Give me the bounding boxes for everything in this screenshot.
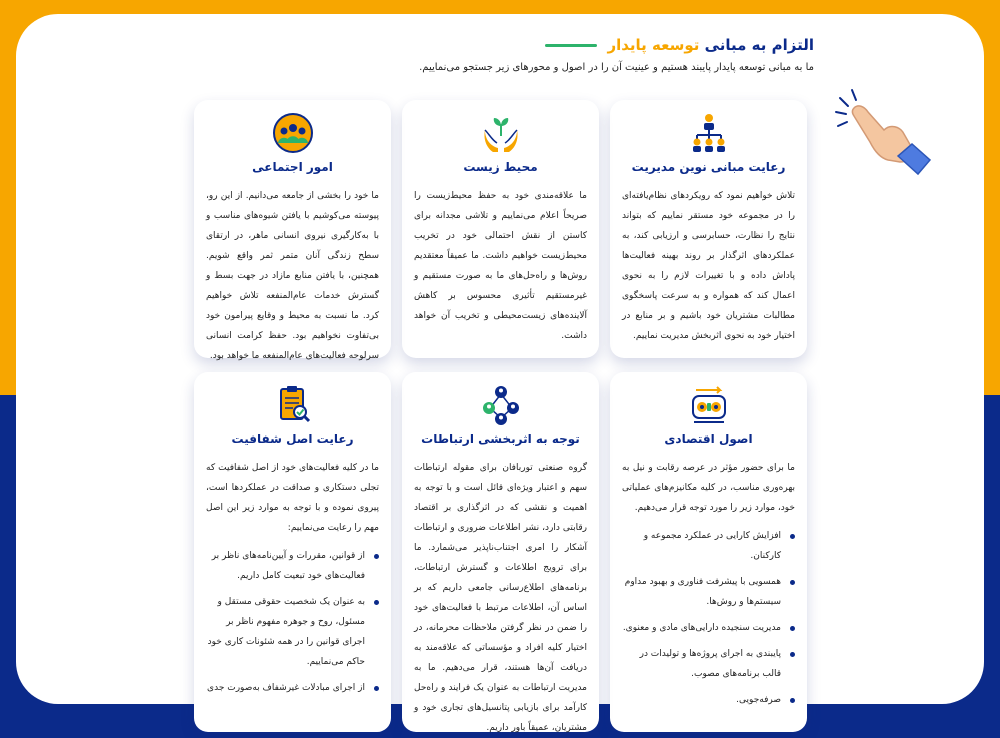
transparency-checklist-icon [272,384,314,426]
card-economic-body: ما برای حضور مؤثر در عرصه رقابت و نیل به بهره‌وری مناسب، در کلیه مکانیزم‌های عملیاتی خود، موارد زیر را مورد توجه قرار می‌دهیم. [622,463,795,513]
title-accent-line [545,44,597,47]
card-transparency-bullets [194,546,391,698]
card-economic-bullets [610,526,807,710]
card-transparency [194,372,391,732]
list-item: افزایش کارایی در عملکرد مجموعه و کارکنان. [622,526,795,566]
economy-gears-icon [688,384,730,426]
section-title-part1: التزام به مبانی [704,36,814,54]
card-economic [610,372,807,732]
list-item: از قوانین، مقررات و آیین‌نامه‌های ناظر بر فعالیت‌های خود تبعیت کامل داریم. [206,546,379,586]
card-management [610,100,807,358]
list-item: صرفه‌جویی. [622,690,795,710]
card-environment-body: ما علاقه‌مندی خود به حفظ محیط‌زیست را صریحاً اعلام می‌نماییم و تلاشی مجدانه برای کاستن از نقش احتمالی خود در تخریب محیط‌زیست خواهیم داشت. ما عمیقاً معتقدیم روش‌ها و راه‌حل‌های ما به صورت مستقیم و غیرمستقیم تأثیری محسوس بر کاهش آلاینده‌های زیست‌محیطی و تخریب آن خواهد داشت. [414,191,587,341]
section-header [545,36,814,54]
section-title [607,36,814,54]
card-environment-title: محیط زیست [463,160,538,174]
section-title-accent: توسعه پایدار [607,36,700,54]
card-management-title: رعایت مبانی نوین مدیریت [631,160,786,174]
section-intro: ما به مبانی توسعه پایدار پایبند هستیم و عینیت آن را در اصول و محورهای زیر جستجو می‌نماییم. [419,62,814,73]
card-management-body: تلاش خواهیم نمود که رویکردهای نظام‌یافته‌ای را در مجموعه خود مستقر نماییم که بتواند نتایج را نظارت، حسابرسی و ارزیابی کند، به عملکردهای اثرگذار بر روند بهینه فعالیت‌ها پاداش داده و با تغییرات لازم را به نحوی اعمال کند که همواره و به سرعت پاسخگوی مطالبات مشتریان خود باشیم و بر منابع در اختیار خود به نحوی اثربخش مدیریت نماییم. [622,191,795,341]
list-item: از اجرای مبادلات غیرشفاف به‌صورت جدی [206,678,379,698]
card-communication-title: توجه به اثربخشی ارتباطات [421,432,580,446]
card-communication [402,372,599,732]
list-item: همسویی با پیشرفت فناوری و بهبود مداوم سیستم‌ها و روش‌ها. [622,572,795,612]
card-social-body: ما خود را بخشی از جامعه می‌دانیم. از این رو، پیوسته می‌کوشیم با یافتن شیوه‌های مناسب و با به‌کارگیری نیروی انسانی ماهر، در ارتقای سطح زندگی آنان متمر ثمر واقع شویم. همچنین، با یافتن منابع مازاد در جهت بسط و گسترش خدمات عام‌المنفعه تلاش خواهیم کرد. ما نسبت به محیط و وقایع پیرامون خود بی‌تفاوت نخواهیم بود. حفظ کرامت انسانی سرلوحه فعالیت‌های عام‌المنفعه ما خواهد بود. [206,191,379,361]
card-transparency-title: رعایت اصل شفافیت [231,432,354,446]
card-social [194,100,391,361]
environment-plant-hands-icon [480,112,522,154]
card-environment [402,100,599,358]
network-people-icon [480,384,522,426]
pointing-hand-icon [834,86,934,182]
community-people-icon [272,112,314,154]
list-item: مدیریت سنجیده دارایی‌های مادی و معنوی. [622,618,795,638]
card-social-title: امور اجتماعی [252,160,333,174]
list-item: به عنوان یک شخصیت حقوقی مستقل و مسئول، روح و جوهره مفهوم ناظر بر اجرای قوانین را در همه شئونات کاری خود حاکم می‌نماییم. [206,592,379,672]
card-economic-title: اصول اقتصادی [664,432,753,446]
card-transparency-body: ما در کلیه فعالیت‌های خود از اصل شفافیت که تجلی دستکاری و صداقت در عملکردها است، پیروی نموده و با توجه به موارد زیر این اصل مهم را رعایت می‌نماییم: [206,463,379,533]
card-communication-body: گروه صنعتی توربافان برای مقوله ارتباطات سهم و اعتبار ویژه‌ای قائل است و با توجه به اهمیت و نقشی که در اثرگذاری بر اقتصاد رقابتی دارد، نشر اطلاعات ضروری و ارتباطات آشکار را امری اجتناب‌ناپذیر می‌شمارد. ما برای ترویج اطلاعات و گسترش ارتباطات، برنامه‌های اطلاع‌رسانی جامعی داریم که بر اساس آن، اطلاعات مرتبط با فعالیت‌های خود را ضمن در نظر گرفتن ملاحظات محرمانه، در اختیار کلیه افراد و مؤسساتی که علاقه‌مند به دریافت آن‌ها هستند، قرار می‌دهیم. ما به مدیریت ارتباطات به عنوان یک فرایند و راه‌حل کارآمد برای بازیابی پتانسیل‌های تجاری خود و مشتریان، عمیقاً باور داریم. [414,463,587,733]
management-hierarchy-icon [688,112,730,154]
list-item: پایبندی به اجرای پروژه‌ها و تولیدات در قالب برنامه‌های مصوب. [622,644,795,684]
content-panel [16,14,984,733]
